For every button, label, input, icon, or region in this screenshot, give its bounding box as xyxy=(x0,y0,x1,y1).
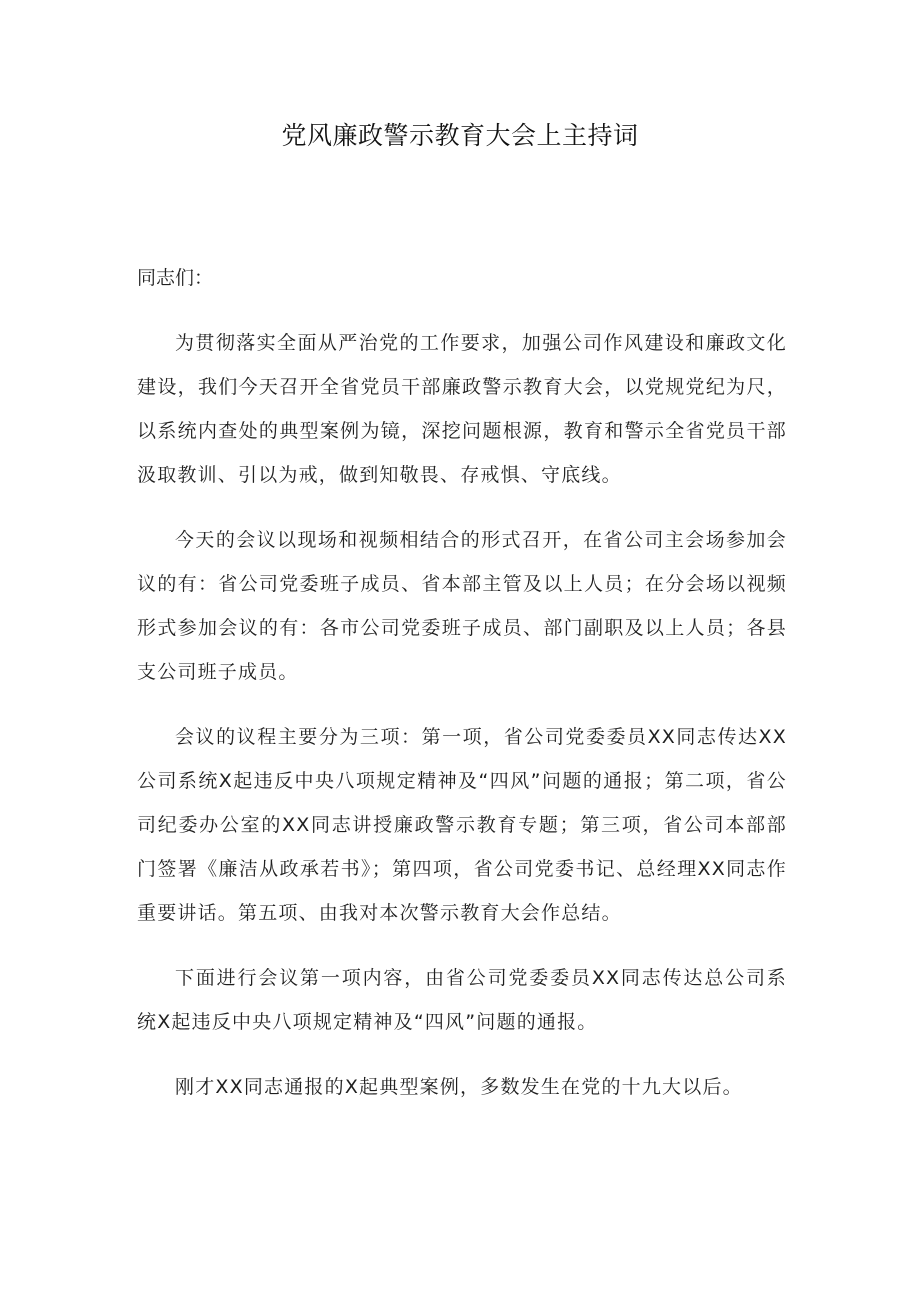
paragraph-first-item: 下面进行会议第一项内容，由省公司党委委员XX同志传达总公司系统X起违反中央八项规定精神及“四风”问题的通报。 xyxy=(137,967,787,1033)
salutation: 同志们： xyxy=(137,267,214,289)
paragraph-purpose: 为贯彻落实全面从严治党的工作要求，加强公司作风建设和廉政文化建设，我们今天召开全省党员干部廉政警示教育大会，以党规党纪为尺，以系统内查处的典型案例为镜，深挖问题根源，教育和警示全省党员干部汲取教训、引以为戒，做到知敬畏、存戒惧、守底线。 xyxy=(137,332,787,486)
paragraph-attendees: 今天的会议以现场和视频相结合的形式召开，在省公司主会场参加会议的有：省公司党委班子成员、省本部主管及以上人员；在分会场以视频形式参加会议的有：各市公司党委班子成员、部门副职及以上人员；各县支公司班子成员。 xyxy=(137,529,787,683)
paragraph-agenda: 会议的议程主要分为三项：第一项，省公司党委委员XX同志传达XX公司系统X起违反中央八项规定精神及“四风”问题的通报；第二项，省公司纪委办公室的XX同志讲授廉政警示教育专题；第三项，省公司本部部门签署《廉洁从政承若书》；第四项，省公司党委书记、总经理XX同志作重要讲话。第五项、由我对本次警示教育大会作总结。 xyxy=(137,726,787,924)
paragraph-cases: 刚才XX同志通报的X起典型案例，多数发生在党的十九大以后。 xyxy=(175,1076,743,1098)
document-body xyxy=(137,256,787,1130)
document-title: 党风廉政警示教育大会上主持词 xyxy=(281,121,639,150)
